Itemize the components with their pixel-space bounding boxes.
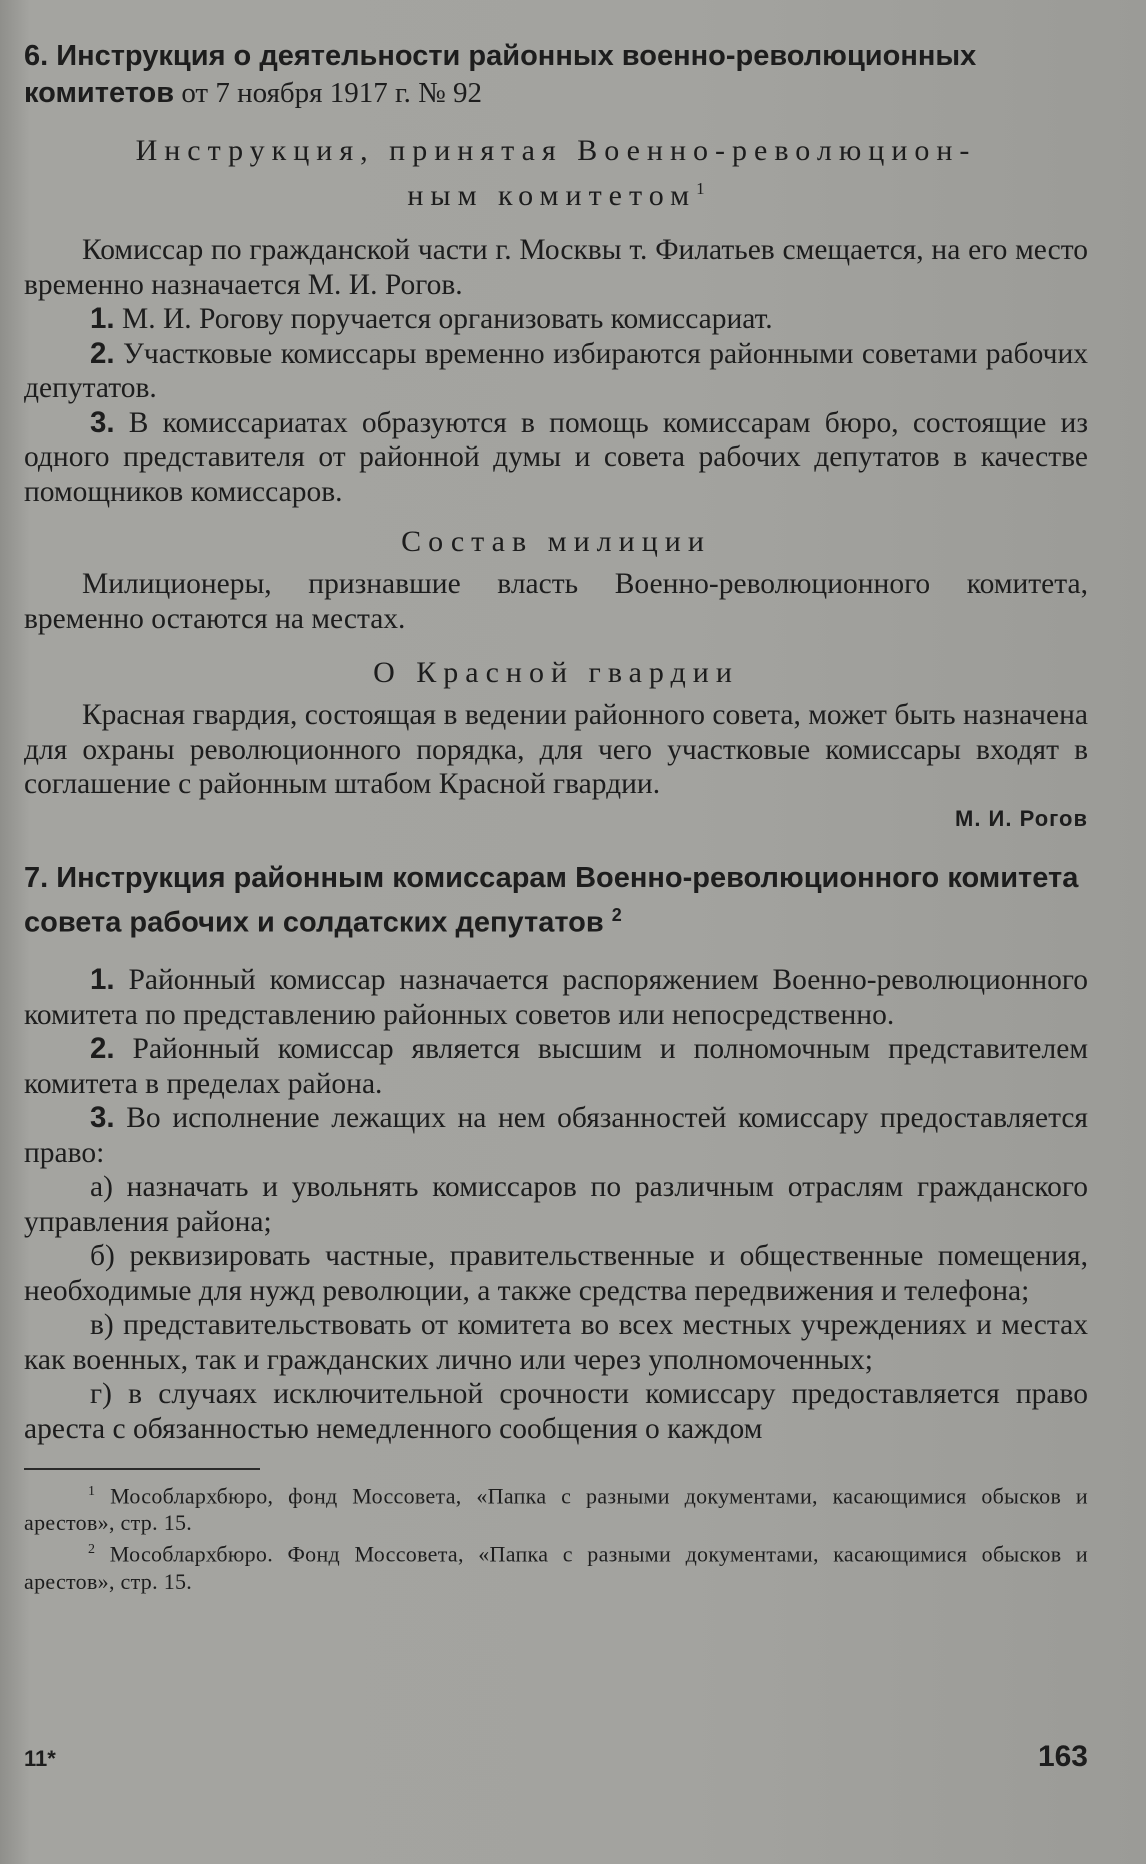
- item-number: 2.: [90, 336, 115, 370]
- item-text: Во исполнение лежащих на нем обязанностей комиссару предоставляется право:: [24, 1102, 1088, 1169]
- item-number: 1.: [90, 302, 115, 335]
- militia-heading: Состав милиции: [401, 525, 711, 558]
- doc6-intro: Комиссар по гражданской части г. Москвы т. Филатьев смещается, на его место временно назначается М. И. Рогов.: [24, 234, 1088, 301]
- footnote-divider: [24, 1468, 260, 1470]
- doc6-subtitle-line2: [24, 170, 1088, 215]
- doc6-item-1: [24, 302, 1088, 337]
- guard-text: Красная гвардия, состоящая в ведении районного совета, может быть назначена для охраны революционного порядка, для чего участковые комиссары входят в соглашение с районным штабом Красной гвардии.: [24, 699, 1088, 800]
- doc6-title-bold: 6. Инструкция о деятельности районных военно-революционных комитетов: [24, 40, 977, 109]
- item-number: 3.: [90, 405, 115, 439]
- page-footer: [24, 1740, 1088, 1774]
- item-number: 2.: [90, 1032, 115, 1066]
- doc7-subitem-v: в) представительствовать от комитета во всех местных учреждениях и местах как военных, так и гражданских лично или через уполномоченных;: [24, 1309, 1088, 1376]
- doc6-subtitle-line1: Инструкция, принятая Военно-революцион-: [135, 134, 977, 167]
- footnote-mark: 2: [88, 1542, 96, 1558]
- militia-text: Милиционеры, признавшие власть Военно-революционного комитета, временно остаются на местах.: [24, 568, 1088, 635]
- doc7-item-3: [24, 1101, 1088, 1170]
- guard-heading: О Красной гвардии: [373, 656, 739, 689]
- item-number: 1.: [90, 963, 115, 997]
- doc6-item-3: [24, 406, 1088, 510]
- item-text: Районный комиссар назначается распоряжением Военно-революционного комитета по представлению районных советов или непосредственно.: [24, 964, 1088, 1031]
- item-text: Районный комиссар является высшим и полномочным представителем комитета в пределах района.: [24, 1033, 1088, 1100]
- item-text: Участковые комиссары временно избираются районными советами рабочих депутатов.: [24, 337, 1088, 404]
- item-number: 3.: [90, 1101, 115, 1135]
- item-text: В комиссариатах образуются в помощь комиссарам бюро, состоящие из одного представителя от районной думы и совета рабочих депутатов в качестве помощников комиссаров.: [24, 406, 1088, 508]
- doc6-title-date: от 7 ноября 1917 г. № 92: [174, 77, 483, 109]
- footnote-1: [24, 1478, 1088, 1536]
- doc7-title: [24, 860, 1088, 942]
- doc7-subitem-g: г) в случаях исключительной срочности комиссару предоставляется право ареста с обязанностью немедленного сообщения о каждом: [24, 1378, 1088, 1445]
- footnote-ref-1: 1: [696, 179, 705, 198]
- printer-signature-mark: 11*: [24, 1746, 56, 1771]
- doc6-signature: М. И. Рогов: [955, 805, 1088, 831]
- doc6-title: [24, 38, 1088, 112]
- footnote-text: Мособлархбюро. Фонд Моссовета, «Папка с разными документами, касающимися обысков и арестов», стр. 15.: [24, 1541, 1088, 1594]
- doc7-subitem-b: б) реквизировать частные, правительственные и общественные помещения, необходимые для нужд революции, а также средства передвижения и телефона;: [24, 1240, 1088, 1307]
- footnote-mark: 1: [88, 1484, 96, 1500]
- doc7-title-text: 7. Инструкция районным комиссарам Военно-революционного комитета совета рабочих и солдатских депутатов: [24, 861, 1079, 939]
- page-number: 163: [1037, 1740, 1088, 1773]
- doc6-subtitle-text: ным комитетом: [407, 179, 697, 212]
- doc6-item-2: [24, 337, 1088, 406]
- doc7-item-1: [24, 963, 1088, 1032]
- footnote-ref-2: 2: [611, 904, 622, 925]
- footnote-2: [24, 1536, 1088, 1594]
- doc7-item-2: [24, 1032, 1088, 1101]
- footnote-text: Мособлархбюро, фонд Моссовета, «Папка с разными документами, касающимися обысков и арестов», стр. 15.: [24, 1483, 1088, 1536]
- item-text: М. И. Рогову поручается организовать комиссариат.: [114, 303, 773, 335]
- doc7-subitem-a: а) назначать и увольнять комиссаров по различным отраслям гражданского управления района;: [24, 1171, 1088, 1238]
